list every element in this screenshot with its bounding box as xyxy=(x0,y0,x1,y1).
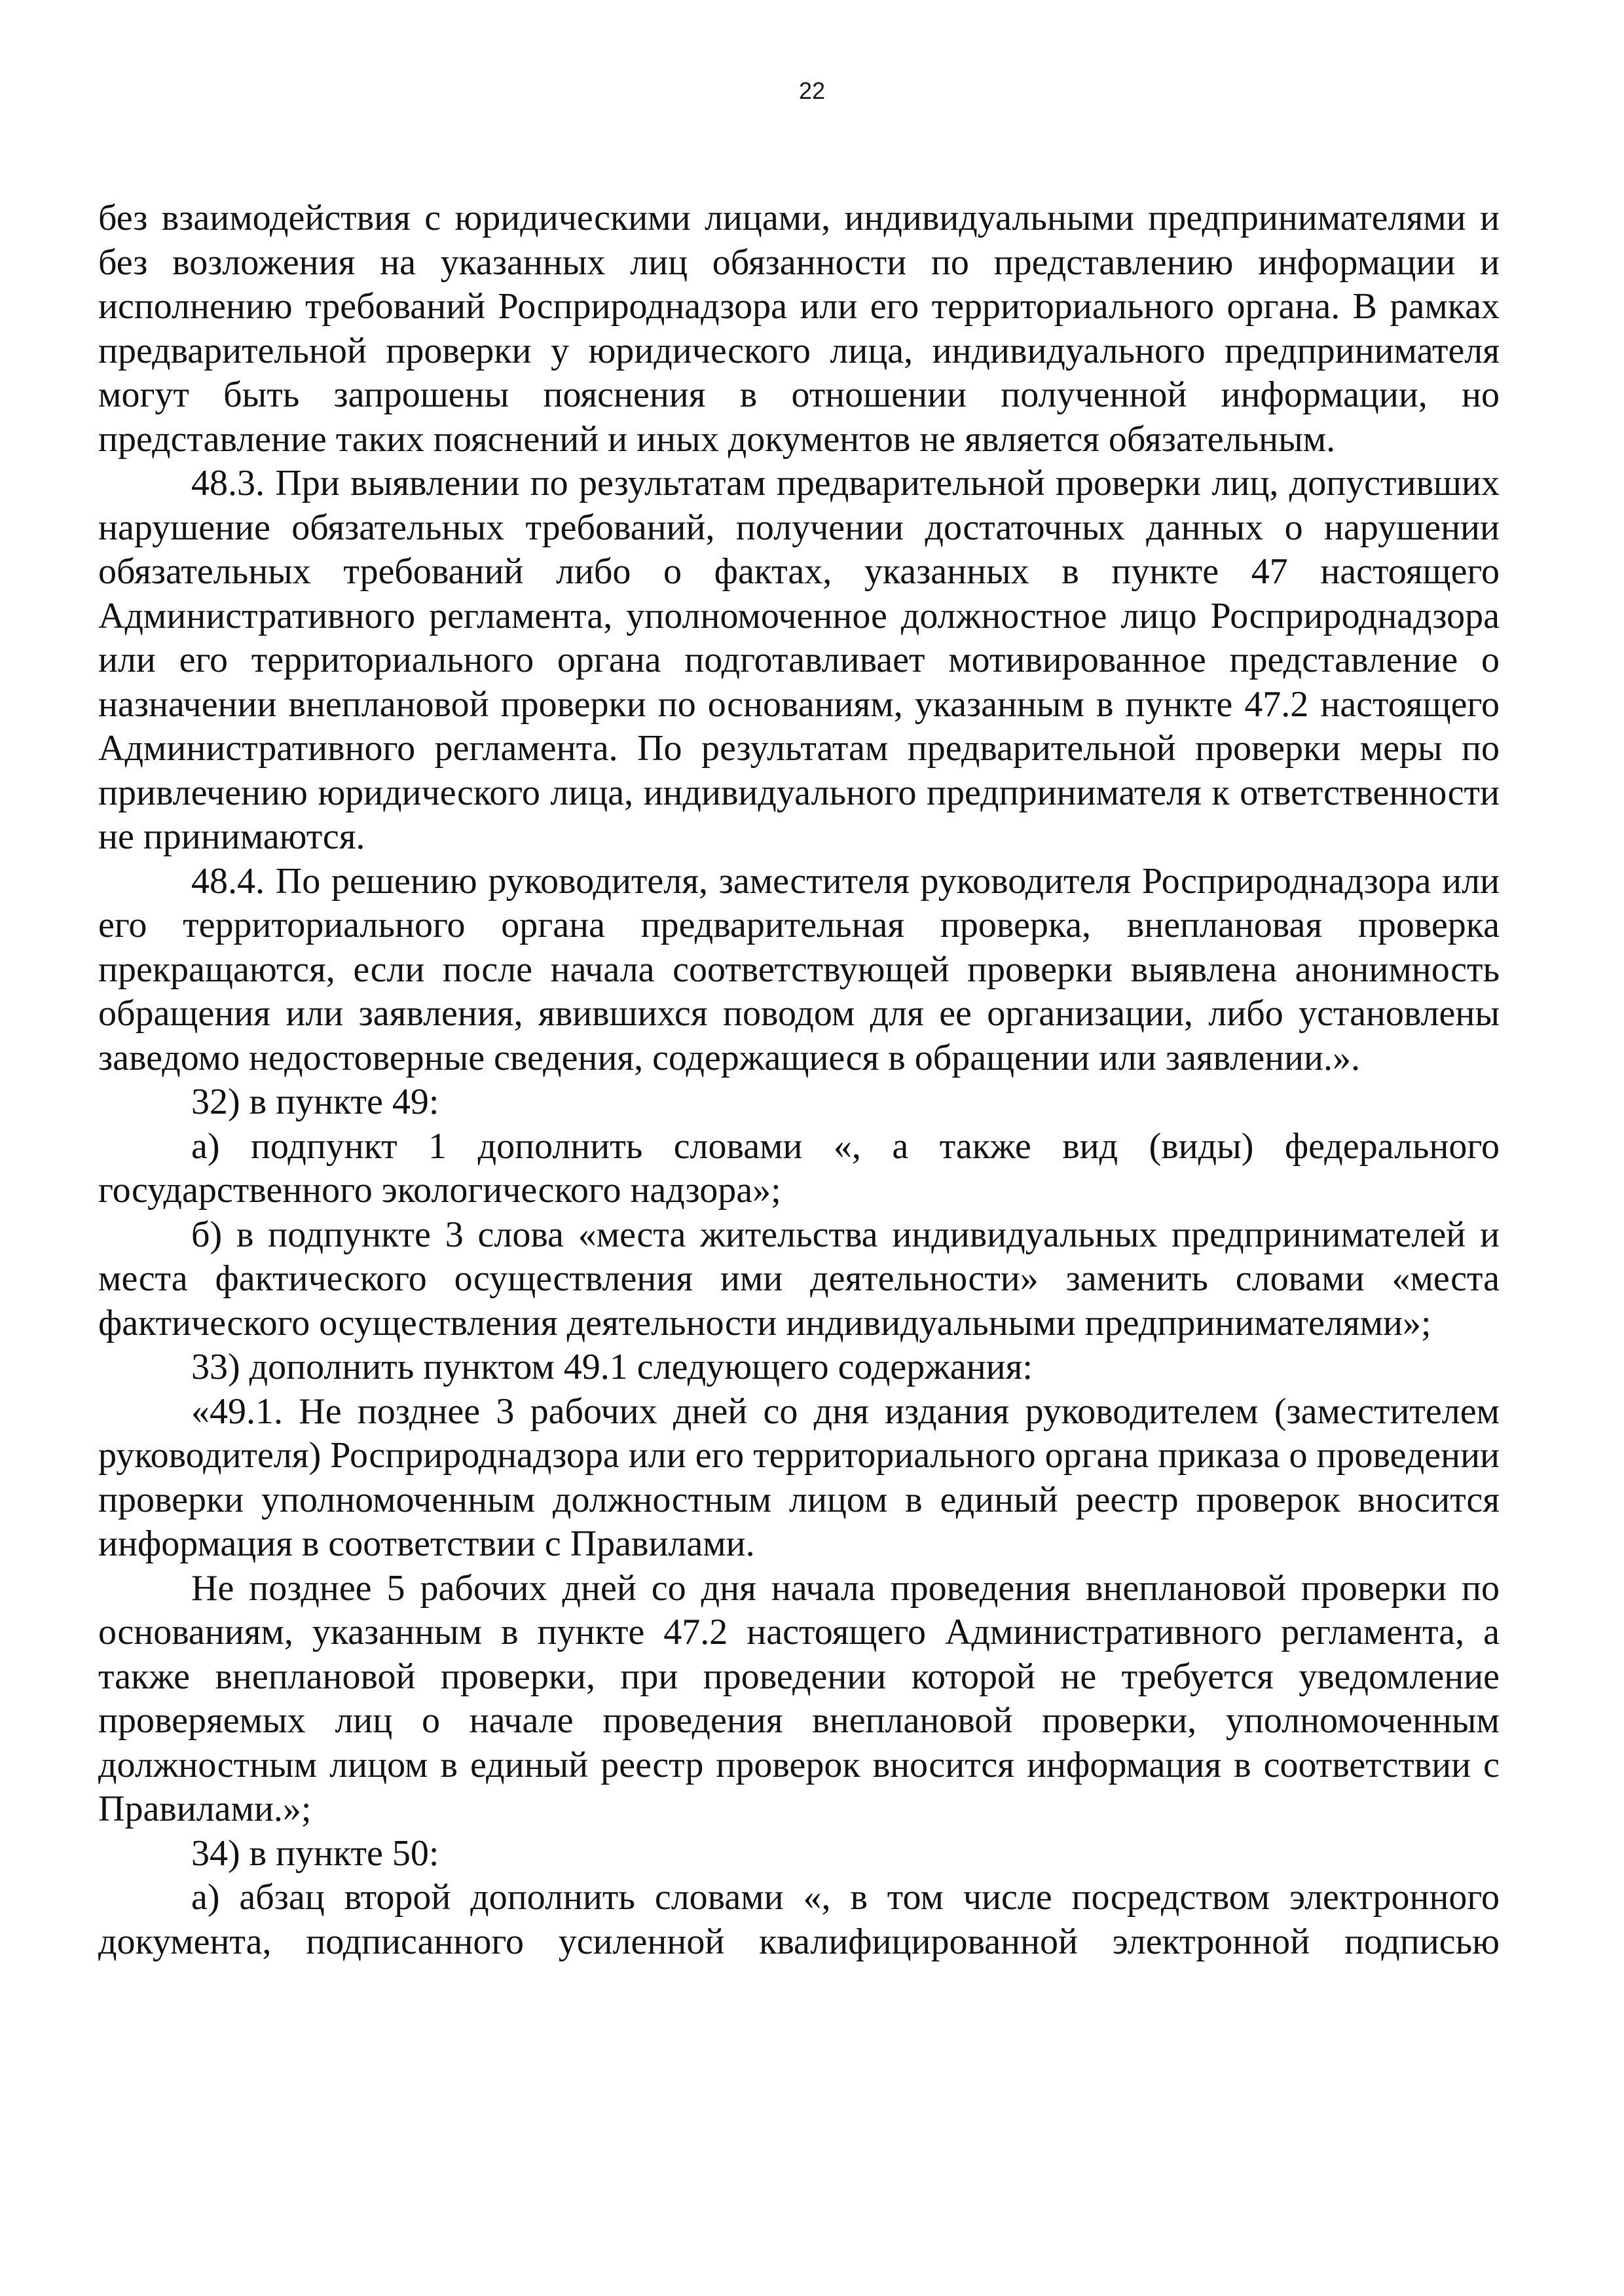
paragraph-48-4: 48.4. По решению руководителя, заместителя руководителя Росприроднадзора или его территориального органа предварительная проверка, внеплановая проверка прекращаются, если после начала соответствующей проверки выявлена анонимность обращения или заявления, явившихся поводом для ее организации, либо установлены заведомо недостоверные сведения, содержащиеся в обращении или заявлении.». xyxy=(98,860,1500,1078)
paragraph-49-1-second: Не позднее 5 рабочих дней со дня начала проведения внеплановой проверки по основаниям, указанным в пункте 47.2 настоящего Административного регламента, а также внеплановой проверки, при проведении которой не требуется уведомление проверяемых лиц о начале проведения внеплановой проверки, уполномоченным должностным лицом в единый реестр проверок вносится информация в соответствии с Правилами.»; xyxy=(98,1567,1500,1829)
paragraph-subitem-b: б) в подпункте 3 слова «места жительства индивидуальных предпринимателей и места фактического осуществления ими деятельности» заменить словами «места фактического осуществления деятельности индивидуальными предпринимателями»; xyxy=(98,1214,1500,1343)
paragraph-item-33: 33) дополнить пунктом 49.1 следующего содержания: xyxy=(191,1347,1033,1387)
document-body xyxy=(98,196,1500,1964)
paragraph-item-32: 32) в пункте 49: xyxy=(191,1082,439,1122)
page-number: 22 xyxy=(798,77,826,104)
paragraph-subitem-a-50: а) абзац второй дополнить словами «, в том числе посредством электронного документа, подписанного усиленной квалифицированной электронной подписью xyxy=(98,1877,1500,1962)
paragraph-continuation: без взаимодействия с юридическими лицами, индивидуальными предпринимателями и без возложения на указанных лиц обязанности по представлению информации и исполнению требований Росприроднадзора или его территориального органа. В рамках предварительной проверки у юридического лица, индивидуального предпринимателя могут быть запрошены пояснения в отношении полученной информации, но представление таких пояснений и иных документов не является обязательным. xyxy=(98,198,1500,460)
paragraph-49-1: «49.1. Не позднее 3 рабочих дней со дня издания руководителем (заместителем руководителя) Росприроднадзора или его территориального органа приказа о проведении проверки уполномоченным должностным лицом в единый реестр проверок вносится информация в соответствии с Правилами. xyxy=(98,1391,1500,1564)
paragraph-subitem-a: а) подпункт 1 дополнить словами «, а также вид (виды) федерального государственного экологического надзора»; xyxy=(98,1125,1500,1211)
paragraph-48-3: 48.3. При выявлении по результатам предварительной проверки лиц, допустивших нарушение обязательных требований, получении достаточных данных о нарушении обязательных требований либо о фактах, указанных в пункте 47 настоящего Административного регламента, уполномоченное должностное лицо Росприроднадзора или его территориального органа подготавливает мотивированное представление о назначении внеплановой проверки по основаниям, указанным в пункте 47.2 настоящего Административного регламента. По результатам предварительной проверки меры по привлечению юридического лица, индивидуального предпринимателя к ответственности не принимаются. xyxy=(98,463,1500,857)
paragraph-item-34: 34) в пункте 50: xyxy=(191,1832,439,1874)
